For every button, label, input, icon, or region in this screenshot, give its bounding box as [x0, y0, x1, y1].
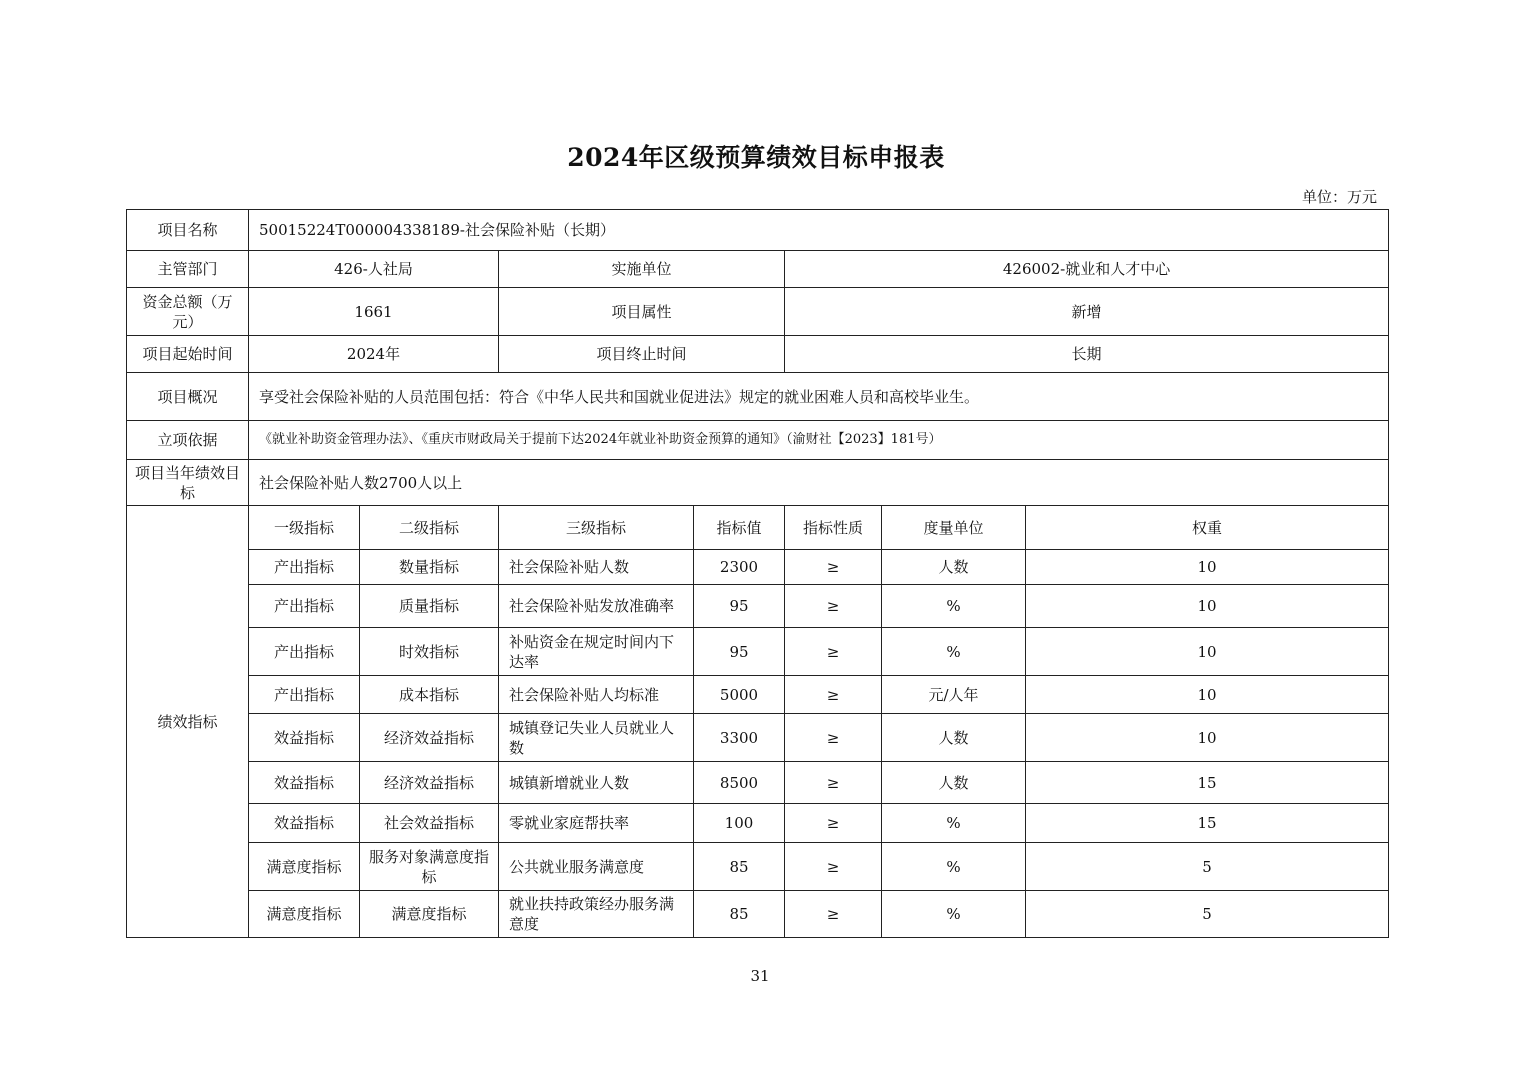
level1-cell: 产出指标 — [249, 628, 360, 676]
unit-cell: 人数 — [882, 714, 1026, 762]
unit-cell: 人数 — [882, 550, 1026, 585]
goal-label: 项目当年绩效目标 — [127, 460, 249, 506]
value-cell: 3300 — [694, 714, 785, 762]
indicators-section-label: 绩效指标 — [127, 506, 249, 938]
value-cell: 85 — [694, 891, 785, 938]
table-row — [127, 714, 1389, 762]
table-row — [127, 628, 1389, 676]
weight-cell: 10 — [1026, 585, 1389, 628]
row-time — [127, 336, 1389, 373]
header-nature: 指标性质 — [785, 506, 882, 550]
unit-cell: % — [882, 843, 1026, 891]
nature-cell: ≥ — [785, 676, 882, 714]
end-time-value: 长期 — [785, 336, 1389, 373]
level3-cell: 社会保险补贴发放准确率 — [499, 585, 694, 628]
unit-cell: % — [882, 804, 1026, 843]
nature-cell: ≥ — [785, 628, 882, 676]
level3-cell: 城镇登记失业人员就业人数 — [499, 714, 694, 762]
level2-cell: 满意度指标 — [360, 891, 499, 938]
weight-cell: 10 — [1026, 550, 1389, 585]
table-row — [127, 762, 1389, 804]
level2-cell: 服务对象满意度指标 — [360, 843, 499, 891]
weight-cell: 5 — [1026, 891, 1389, 938]
row-basis — [127, 421, 1389, 460]
unit-label: 单位：万元 — [1301, 188, 1377, 206]
table-row — [127, 676, 1389, 714]
total-funds-value: 1661 — [249, 288, 499, 336]
header-level3: 三级指标 — [499, 506, 694, 550]
nature-cell: ≥ — [785, 585, 882, 628]
level3-cell: 补贴资金在规定时间内下达率 — [499, 628, 694, 676]
nature-cell: ≥ — [785, 550, 882, 585]
dept-label: 主管部门 — [127, 251, 249, 288]
row-annual-goal — [127, 460, 1389, 506]
dept-value: 426-人社局 — [249, 251, 499, 288]
header-unit: 度量单位 — [882, 506, 1026, 550]
project-attr-value: 新增 — [785, 288, 1389, 336]
value-cell: 85 — [694, 843, 785, 891]
value-cell: 95 — [694, 585, 785, 628]
header-value: 指标值 — [694, 506, 785, 550]
level3-cell: 城镇新增就业人数 — [499, 762, 694, 804]
table-row — [127, 550, 1389, 585]
level1-cell: 产出指标 — [249, 676, 360, 714]
impl-unit-value: 426002-就业和人才中心 — [785, 251, 1389, 288]
row-project-name — [127, 210, 1389, 251]
header-level2: 二级指标 — [360, 506, 499, 550]
weight-cell: 5 — [1026, 843, 1389, 891]
overview-label: 项目概况 — [127, 373, 249, 421]
total-funds-label: 资金总额（万元） — [127, 288, 249, 336]
project-name-value: 50015224T000004338189-社会保险补贴（长期） — [249, 210, 1389, 251]
level1-cell: 效益指标 — [249, 762, 360, 804]
level3-cell: 零就业家庭帮扶率 — [499, 804, 694, 843]
level3-cell: 社会保险补贴人数 — [499, 550, 694, 585]
value-cell: 8500 — [694, 762, 785, 804]
level2-cell: 经济效益指标 — [360, 714, 499, 762]
row-funds — [127, 288, 1389, 336]
project-name-label: 项目名称 — [127, 210, 249, 251]
level3-cell: 公共就业服务满意度 — [499, 843, 694, 891]
level1-cell: 效益指标 — [249, 714, 360, 762]
basis-label: 立项依据 — [127, 421, 249, 460]
end-time-label: 项目终止时间 — [499, 336, 785, 373]
goal-value: 社会保险补贴人数2700人以上 — [249, 460, 1389, 506]
level1-cell: 产出指标 — [249, 585, 360, 628]
level2-cell: 成本指标 — [360, 676, 499, 714]
level2-cell: 社会效益指标 — [360, 804, 499, 843]
weight-cell: 15 — [1026, 804, 1389, 843]
weight-cell: 10 — [1026, 714, 1389, 762]
unit-cell: % — [882, 891, 1026, 938]
basis-value: 《就业补助资金管理办法》、《重庆市财政局关于提前下达2024年就业补助资金预算的通知》（渝财社【2023】181号） — [249, 421, 1389, 460]
overview-value: 享受社会保险补贴的人员范围包括：符合《中华人民共和国就业促进法》规定的就业困难人员和高校毕业生。 — [249, 373, 1389, 421]
nature-cell: ≥ — [785, 762, 882, 804]
level2-cell: 质量指标 — [360, 585, 499, 628]
nature-cell: ≥ — [785, 843, 882, 891]
header-level1: 一级指标 — [249, 506, 360, 550]
nature-cell: ≥ — [785, 804, 882, 843]
value-cell: 95 — [694, 628, 785, 676]
level1-cell: 产出指标 — [249, 550, 360, 585]
table-row — [127, 804, 1389, 843]
level2-cell: 时效指标 — [360, 628, 499, 676]
nature-cell: ≥ — [785, 891, 882, 938]
level1-cell: 满意度指标 — [249, 891, 360, 938]
weight-cell: 10 — [1026, 676, 1389, 714]
table-row — [127, 843, 1389, 891]
start-time-label: 项目起始时间 — [127, 336, 249, 373]
level1-cell: 效益指标 — [249, 804, 360, 843]
row-department — [127, 251, 1389, 288]
table-row — [127, 891, 1389, 938]
indicator-header-row — [127, 506, 1389, 550]
level3-cell: 社会保险补贴人均标准 — [499, 676, 694, 714]
value-cell: 2300 — [694, 550, 785, 585]
start-time-value: 2024年 — [249, 336, 499, 373]
level3-cell: 就业扶持政策经办服务满意度 — [499, 891, 694, 938]
value-cell: 5000 — [694, 676, 785, 714]
page-title: 2024年区级预算绩效目标申报表 — [567, 143, 945, 172]
level2-cell: 经济效益指标 — [360, 762, 499, 804]
table-row — [127, 585, 1389, 628]
weight-cell: 15 — [1026, 762, 1389, 804]
nature-cell: ≥ — [785, 714, 882, 762]
unit-cell: 元/人年 — [882, 676, 1026, 714]
weight-cell: 10 — [1026, 628, 1389, 676]
row-overview — [127, 373, 1389, 421]
project-attr-label: 项目属性 — [499, 288, 785, 336]
value-cell: 100 — [694, 804, 785, 843]
unit-cell: % — [882, 628, 1026, 676]
level1-cell: 满意度指标 — [249, 843, 360, 891]
unit-cell: 人数 — [882, 762, 1026, 804]
performance-target-table — [126, 209, 1389, 938]
unit-cell: % — [882, 585, 1026, 628]
header-weight: 权重 — [1026, 506, 1389, 550]
level2-cell: 数量指标 — [360, 550, 499, 585]
page-number: 31 — [750, 967, 770, 985]
impl-unit-label: 实施单位 — [499, 251, 785, 288]
